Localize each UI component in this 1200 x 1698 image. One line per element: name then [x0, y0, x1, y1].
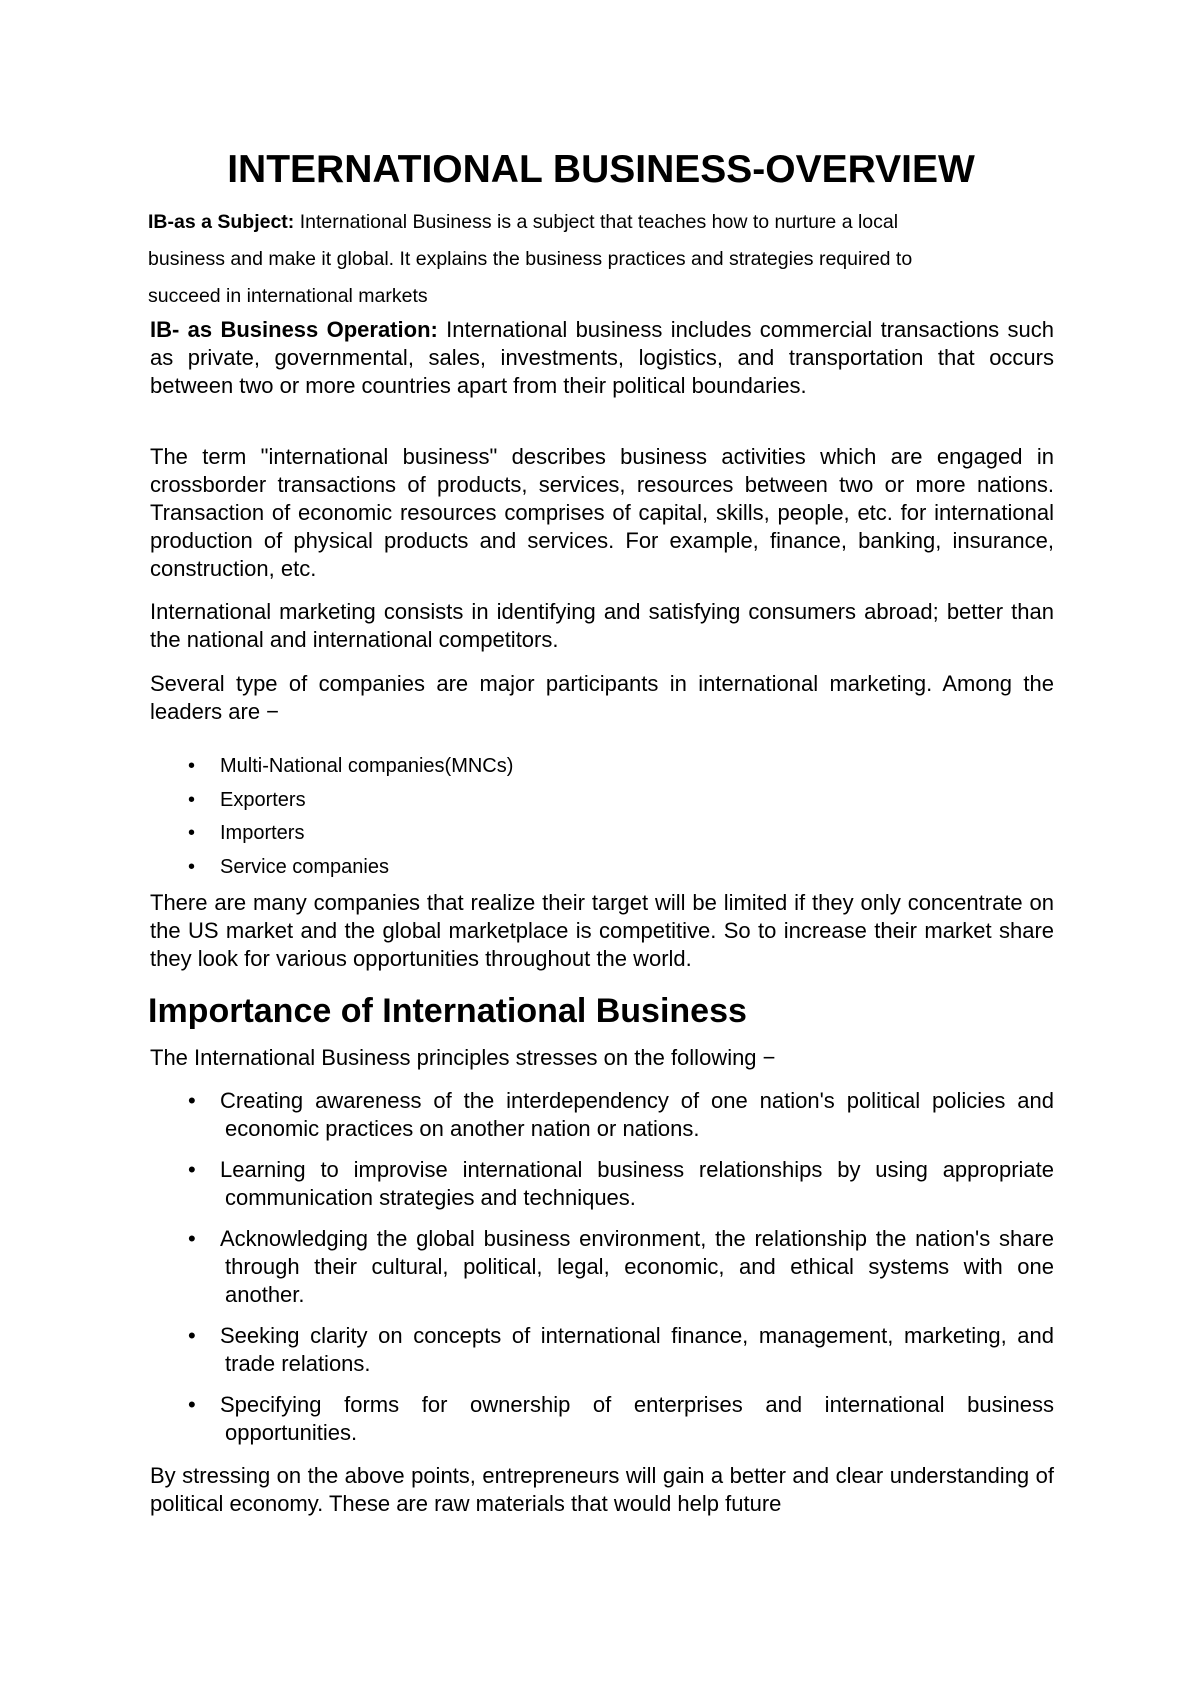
- principles-list: [148, 1087, 1054, 1460]
- list-item: • Specifying forms for ownership of enterprises and international business opportunities.: [188, 1392, 1054, 1445]
- bullet-icon: •: [188, 855, 196, 878]
- many-companies-paragraph: There are many companies that realize their target will be limited if they only concentrate on the US market and the global marketplace is competitive. So to increase their market share they look for various opportunities throughout the world.: [150, 890, 1054, 971]
- bullet-icon: •: [188, 1323, 196, 1348]
- list-item: • Multi-National companies(MNCs): [148, 750, 1054, 784]
- bullet-icon: •: [188, 755, 196, 777]
- list-item: • Acknowledging the global business environment, the relationship the nation's share through their cultural, political, legal, economic, and ethical systems with one another.: [188, 1226, 1054, 1307]
- bullet-icon: •: [188, 1088, 196, 1113]
- several-paragraph: Several type of companies are major participants in international marketing. Among the leaders are −: [150, 671, 1054, 724]
- ib-subject-label: IB-as a Subject:: [148, 211, 295, 233]
- term-paragraph: The term "international business" describes business activities which are engaged in crossborder transactions of products, services, resources between two or more nations. Transaction of economic resources comprises of capital, skills, people, etc. for international production of physical products and services. For example, finance, banking, insurance, construction, etc.: [150, 444, 1054, 581]
- ib-subject-text-2: business and make it global. It explains the business practices and strategies required to: [148, 248, 913, 270]
- list-item: • Exporters: [148, 784, 1054, 818]
- principles-intro-paragraph: The International Business principles stresses on the following −: [150, 1045, 776, 1070]
- ib-operation-label: IB- as Business Operation:: [150, 317, 438, 342]
- importance-heading: Importance of International Business: [148, 992, 747, 1030]
- bullet-icon: •: [188, 1226, 196, 1251]
- bullet-icon: •: [188, 788, 196, 811]
- list-item: • Creating awareness of the interdependency of one nation's political policies and economic practices on another nation or nations.: [188, 1088, 1054, 1141]
- list-item: • Service companies: [148, 851, 1054, 885]
- ib-subject-text-1: International Business is a subject that teaches how to nurture a local: [294, 211, 899, 233]
- ib-subject-text-3: succeed in international markets: [148, 285, 428, 307]
- bullet-icon: •: [188, 1392, 196, 1417]
- ib-operation-text: International business includes commercial transactions such as private, governmental, sales, investments, logistics, and transportation that occurs between two or more countries apart from their political boundaries.: [150, 317, 1054, 398]
- companies-list: [148, 750, 1054, 884]
- bullet-icon: •: [188, 1157, 196, 1182]
- bullet-icon: •: [188, 822, 196, 844]
- ib-subject-paragraph: [148, 204, 1054, 315]
- final-paragraph: By stressing on the above points, entrepreneurs will gain a better and clear understanding of political economy. These are raw materials that would help future: [150, 1463, 1054, 1516]
- marketing-paragraph: International marketing consists in identifying and satisfying consumers abroad; better than the national and international competitors.: [150, 599, 1054, 652]
- list-item: • Learning to improvise international business relationships by using appropriate communication strategies and techniques.: [188, 1157, 1054, 1210]
- list-item: • Importers: [148, 817, 1054, 851]
- list-item: • Seeking clarity on concepts of international finance, management, marketing, and trade relations.: [188, 1323, 1054, 1376]
- ib-operation-paragraph: [150, 316, 1054, 400]
- document-title: INTERNATIONAL BUSINESS-OVERVIEW: [227, 148, 975, 191]
